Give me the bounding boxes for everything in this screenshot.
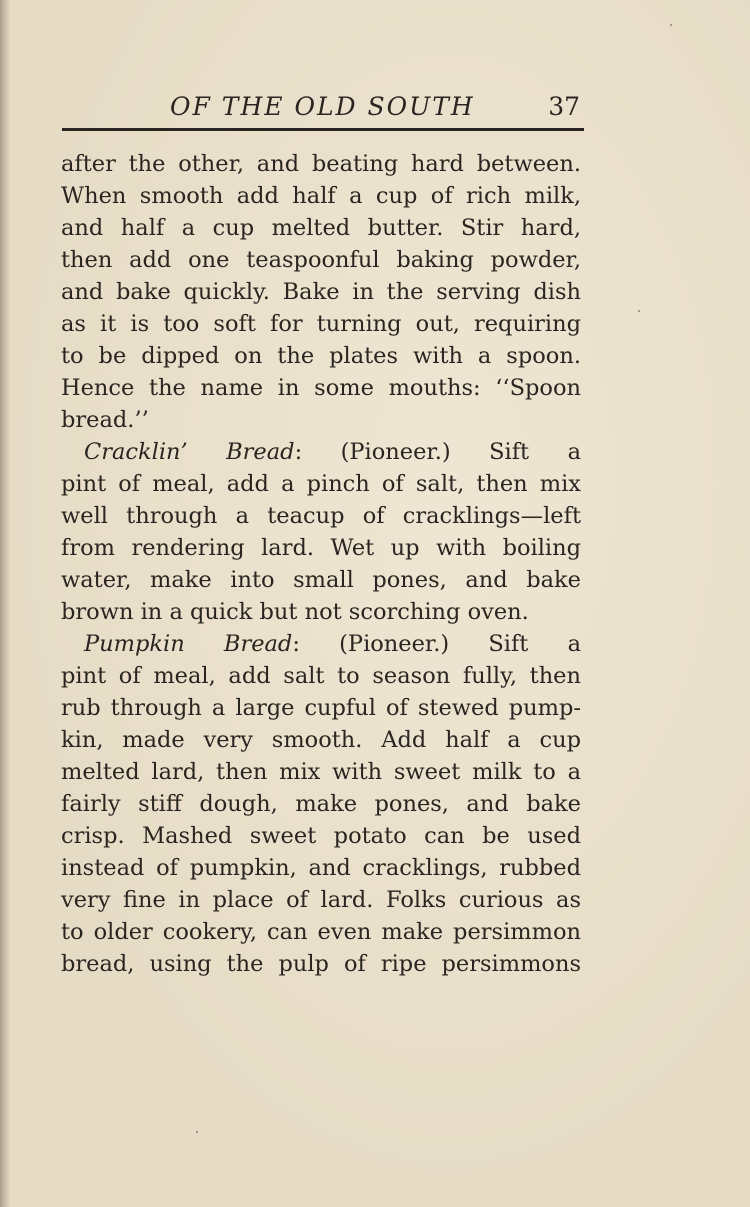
- text-line: after the other, and beating hard between.: [61, 151, 581, 177]
- page-header: [62, 86, 584, 128]
- recipe-heading-line: Pumpkin Bread: (Pioneer.) Sift a: [84, 631, 581, 657]
- text-line: pint of meal, add salt to season fully, then: [61, 663, 581, 689]
- text-line: well through a teacup of cracklings—left: [61, 503, 581, 529]
- text-line: and half a cup melted butter. Stir hard,: [61, 215, 581, 241]
- text-line: to be dipped on the plates with a spoon.: [61, 343, 581, 369]
- text-line: very fine in place of lard. Folks curious as: [61, 887, 581, 913]
- paper-speck: [638, 310, 640, 312]
- page-binding-edge: [0, 0, 9, 1207]
- text-line: kin, made very smooth. Add half a cup: [61, 727, 581, 753]
- recipe-title: Pumpkin Bread: [84, 631, 293, 657]
- body-text: [61, 148, 581, 980]
- text-line: bread, using the pulp of ripe persimmons: [61, 951, 581, 977]
- text-line: as it is too soft for turning out, requiring: [61, 311, 581, 337]
- text-line: crisp. Mashed sweet potato can be used: [61, 823, 581, 849]
- recipe-title: Cracklin’ Bread: [84, 439, 295, 465]
- header-rule: [62, 128, 584, 131]
- text-line: to older cookery, can even make persimmon: [61, 919, 581, 945]
- text-line: fairly stiff dough, make pones, and bake: [61, 791, 581, 817]
- text-line: melted lard, then mix with sweet milk to a: [61, 759, 581, 785]
- recipe-heading-line: Cracklin’ Bread: (Pioneer.) Sift a: [84, 439, 581, 465]
- text-line: water, make into small pones, and bake: [61, 567, 581, 593]
- text-line: then add one teaspoonful baking powder,: [61, 247, 581, 273]
- text-line: Hence the name in some mouths: ‘‘Spoon: [61, 375, 581, 401]
- running-head: OF THE OLD SOUTH: [170, 92, 475, 121]
- paper-speck: [670, 24, 672, 26]
- page-number: 37: [548, 92, 580, 121]
- text-line: rub through a large cupful of stewed pump-: [61, 695, 581, 721]
- text-line: from rendering lard. Wet up with boiling: [61, 535, 581, 561]
- text-line: instead of pumpkin, and cracklings, rubbed: [61, 855, 581, 881]
- text-line: When smooth add half a cup of rich milk,: [61, 183, 581, 209]
- text-line: brown in a quick but not scorching oven.: [61, 599, 529, 625]
- paper-speck: [196, 1131, 198, 1133]
- text-line: pint of meal, add a pinch of salt, then mix: [61, 471, 581, 497]
- text-line: and bake quickly. Bake in the serving dish: [61, 279, 581, 305]
- text-line: bread.’’: [61, 407, 149, 433]
